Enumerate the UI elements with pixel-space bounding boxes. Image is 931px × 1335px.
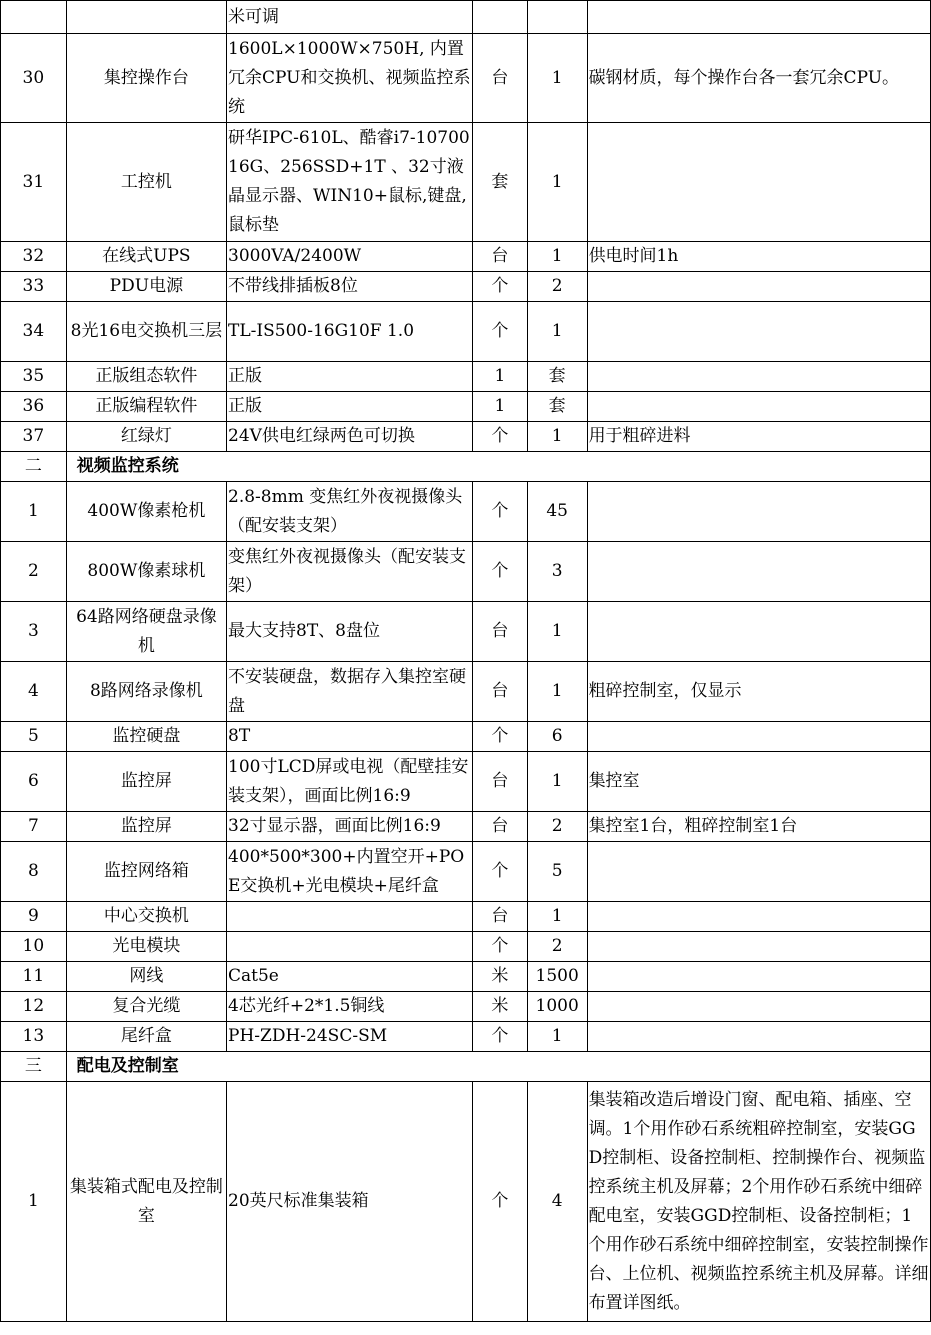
cell-unit: 个 bbox=[472, 932, 527, 962]
cell-number: 5 bbox=[1, 722, 67, 752]
cell-quantity: 1 bbox=[527, 902, 587, 932]
cell-quantity: 1 bbox=[527, 752, 587, 812]
cell-unit: 个 bbox=[472, 482, 527, 542]
table-row bbox=[1, 992, 931, 1022]
cell-spec: 不安装硬盘，数据存入集控室硬盘 bbox=[227, 662, 473, 722]
cell-name: 集装箱式配电及控制室 bbox=[66, 1082, 226, 1322]
cell-quantity: 1000 bbox=[527, 992, 587, 1022]
cell-spec: 最大支持8T、8盘位 bbox=[227, 602, 473, 662]
cell-spec: 变焦红外夜视摄像头（配安装支架） bbox=[227, 542, 473, 602]
table-row bbox=[1, 752, 931, 812]
cell-number: 32 bbox=[1, 242, 67, 272]
cell-name: 中心交换机 bbox=[66, 902, 226, 932]
cell-number: 35 bbox=[1, 362, 67, 392]
cell-unit: 个 bbox=[472, 302, 527, 362]
cell-name: 工控机 bbox=[66, 123, 226, 242]
cell-name: 正版组态软件 bbox=[66, 362, 226, 392]
table-row bbox=[1, 123, 931, 242]
cell-spec: 400*500*300+内置空开+POE交换机+光电模块+尾纤盒 bbox=[227, 842, 473, 902]
cell-quantity: 1 bbox=[527, 602, 587, 662]
cell-remark: 用于粗碎进料 bbox=[587, 422, 930, 452]
cell-remark bbox=[587, 992, 930, 1022]
cell-unit: 台 bbox=[472, 812, 527, 842]
cell-unit: 台 bbox=[472, 662, 527, 722]
cell-unit: 台 bbox=[472, 602, 527, 662]
cell-number: 30 bbox=[1, 34, 67, 123]
cell-spec: 3000VA/2400W bbox=[227, 242, 473, 272]
cell-unit: 个 bbox=[472, 1022, 527, 1052]
cell-quantity: 4 bbox=[527, 1082, 587, 1322]
cell-number: 13 bbox=[1, 1022, 67, 1052]
table-row bbox=[1, 1, 931, 34]
cell-number: 12 bbox=[1, 992, 67, 1022]
cell-quantity: 1 bbox=[527, 1022, 587, 1052]
cell-spec: 24V供电红绿两色可切换 bbox=[227, 422, 473, 452]
cell-name: 800W像素球机 bbox=[66, 542, 226, 602]
table-row bbox=[1, 482, 931, 542]
table-row bbox=[1, 392, 931, 422]
cell-spec: 研华IPC-610L、酷睿i7-10700 16G、256SSD+1T 、32寸液晶显示器、WIN10+鼠标,键盘,鼠标垫 bbox=[227, 123, 473, 242]
cell-unit: 个 bbox=[472, 272, 527, 302]
cell-quantity: 2 bbox=[527, 812, 587, 842]
cell-unit: 米 bbox=[472, 992, 527, 1022]
cell-unit: 个 bbox=[472, 842, 527, 902]
section-number: 二 bbox=[1, 452, 67, 482]
table-row bbox=[1, 932, 931, 962]
cell-remark: 供电时间1h bbox=[587, 242, 930, 272]
cell-name: PDU电源 bbox=[66, 272, 226, 302]
table-row bbox=[1, 962, 931, 992]
cell-remark bbox=[587, 1022, 930, 1052]
section-title: 配电及控制室 bbox=[66, 1052, 930, 1082]
cell-number: 36 bbox=[1, 392, 67, 422]
cell-unit: 个 bbox=[472, 422, 527, 452]
cell-unit: 台 bbox=[472, 34, 527, 123]
cell-remark bbox=[587, 542, 930, 602]
cell-name: 尾纤盒 bbox=[66, 1022, 226, 1052]
cell-number: 33 bbox=[1, 272, 67, 302]
table-row bbox=[1, 662, 931, 722]
cell-unit: 个 bbox=[472, 542, 527, 602]
cell-unit: 1 bbox=[472, 362, 527, 392]
cell-remark: 碳钢材质，每个操作台各一套冗余CPU。 bbox=[587, 34, 930, 123]
table-row bbox=[1, 1022, 931, 1052]
cell-spec: TL-IS500-16G10F 1.0 bbox=[227, 302, 473, 362]
cell-remark: 集控室 bbox=[587, 752, 930, 812]
cell-quantity: 45 bbox=[527, 482, 587, 542]
cell-spec: 100寸LCD屏或电视（配壁挂安装支架），画面比例16:9 bbox=[227, 752, 473, 812]
cell-name: 64路网络硬盘录像机 bbox=[66, 602, 226, 662]
table-row bbox=[1, 272, 931, 302]
cell-number: 4 bbox=[1, 662, 67, 722]
cell-unit: 台 bbox=[472, 242, 527, 272]
cell-spec: 1600L×1000W×750H, 内置冗余CPU和交换机、视频监控系统 bbox=[227, 34, 473, 123]
section-row bbox=[1, 452, 931, 482]
cell-number bbox=[1, 1, 67, 34]
cell-remark bbox=[587, 302, 930, 362]
cell-number: 1 bbox=[1, 1082, 67, 1322]
cell-number: 37 bbox=[1, 422, 67, 452]
cell-number: 9 bbox=[1, 902, 67, 932]
table-row bbox=[1, 1082, 931, 1322]
cell-number: 7 bbox=[1, 812, 67, 842]
section-title: 视频监控系统 bbox=[66, 452, 930, 482]
cell-quantity: 1 bbox=[527, 302, 587, 362]
table-row bbox=[1, 362, 931, 392]
cell-spec: 正版 bbox=[227, 392, 473, 422]
cell-spec: 正版 bbox=[227, 362, 473, 392]
cell-quantity: 1 bbox=[527, 242, 587, 272]
cell-remark bbox=[587, 722, 930, 752]
equipment-table-body bbox=[1, 1, 931, 1322]
cell-name: 监控硬盘 bbox=[66, 722, 226, 752]
cell-quantity: 套 bbox=[527, 362, 587, 392]
cell-remark bbox=[587, 123, 930, 242]
cell-remark bbox=[587, 902, 930, 932]
cell-quantity bbox=[527, 1, 587, 34]
section-row bbox=[1, 1052, 931, 1082]
cell-quantity: 1 bbox=[527, 662, 587, 722]
cell-unit: 米 bbox=[472, 962, 527, 992]
cell-quantity: 1 bbox=[527, 34, 587, 123]
cell-spec bbox=[227, 932, 473, 962]
table-row bbox=[1, 34, 931, 123]
cell-spec bbox=[227, 902, 473, 932]
cell-unit bbox=[472, 1, 527, 34]
table-row bbox=[1, 422, 931, 452]
cell-name: 网线 bbox=[66, 962, 226, 992]
cell-number: 2 bbox=[1, 542, 67, 602]
cell-spec: 4芯光纤+2*1.5铜线 bbox=[227, 992, 473, 1022]
cell-unit: 台 bbox=[472, 752, 527, 812]
table-row bbox=[1, 542, 931, 602]
cell-number: 8 bbox=[1, 842, 67, 902]
cell-name: 光电模块 bbox=[66, 932, 226, 962]
table-row bbox=[1, 602, 931, 662]
cell-name: 8路网络录像机 bbox=[66, 662, 226, 722]
cell-name: 复合光缆 bbox=[66, 992, 226, 1022]
cell-spec: PH-ZDH-24SC-SM bbox=[227, 1022, 473, 1052]
table-row bbox=[1, 902, 931, 932]
cell-number: 11 bbox=[1, 962, 67, 992]
cell-quantity: 6 bbox=[527, 722, 587, 752]
cell-quantity: 1500 bbox=[527, 962, 587, 992]
cell-unit: 台 bbox=[472, 902, 527, 932]
cell-remark: 集装箱改造后增设门窗、配电箱、插座、空调。1个用作砂石系统粗碎控制室，安装GGD控制柜、设备控制柜、控制操作台、视频监控系统主机及屏幕；2个用作砂石系统中细碎配电室，安装GGD控制柜、设备控制柜；1个用作砂石系统中细碎控制室，安装控制操作台、上位机、视频监控系统主机及屏幕。详细布置详图纸。 bbox=[587, 1082, 930, 1322]
cell-number: 3 bbox=[1, 602, 67, 662]
cell-quantity: 1 bbox=[527, 123, 587, 242]
cell-number: 1 bbox=[1, 482, 67, 542]
cell-unit: 个 bbox=[472, 722, 527, 752]
table-row bbox=[1, 722, 931, 752]
cell-name: 监控屏 bbox=[66, 812, 226, 842]
cell-name: 8光16电交换机三层 bbox=[66, 302, 226, 362]
cell-number: 10 bbox=[1, 932, 67, 962]
cell-name: 监控网络箱 bbox=[66, 842, 226, 902]
cell-number: 6 bbox=[1, 752, 67, 812]
cell-spec: 20英尺标准集装箱 bbox=[227, 1082, 473, 1322]
cell-unit: 个 bbox=[472, 1082, 527, 1322]
cell-quantity: 2 bbox=[527, 272, 587, 302]
cell-name bbox=[66, 1, 226, 34]
cell-remark bbox=[587, 362, 930, 392]
cell-quantity: 1 bbox=[527, 422, 587, 452]
cell-name: 集控操作台 bbox=[66, 34, 226, 123]
table-row bbox=[1, 842, 931, 902]
cell-name: 在线式UPS bbox=[66, 242, 226, 272]
cell-spec: 8T bbox=[227, 722, 473, 752]
cell-unit: 套 bbox=[472, 123, 527, 242]
cell-remark bbox=[587, 482, 930, 542]
cell-remark bbox=[587, 1, 930, 34]
cell-remark bbox=[587, 932, 930, 962]
table-row bbox=[1, 812, 931, 842]
cell-quantity: 2 bbox=[527, 932, 587, 962]
cell-name: 监控屏 bbox=[66, 752, 226, 812]
cell-remark bbox=[587, 272, 930, 302]
cell-number: 34 bbox=[1, 302, 67, 362]
section-number: 三 bbox=[1, 1052, 67, 1082]
cell-spec: 米可调 bbox=[227, 1, 473, 34]
cell-remark bbox=[587, 602, 930, 662]
cell-name: 400W像素枪机 bbox=[66, 482, 226, 542]
cell-unit: 1 bbox=[472, 392, 527, 422]
cell-name: 正版编程软件 bbox=[66, 392, 226, 422]
cell-spec: Cat5e bbox=[227, 962, 473, 992]
cell-number: 31 bbox=[1, 123, 67, 242]
cell-name: 红绿灯 bbox=[66, 422, 226, 452]
cell-quantity: 3 bbox=[527, 542, 587, 602]
cell-remark bbox=[587, 842, 930, 902]
table-row bbox=[1, 302, 931, 362]
cell-quantity: 套 bbox=[527, 392, 587, 422]
cell-spec: 2.8-8mm 变焦红外夜视摄像头（配安装支架） bbox=[227, 482, 473, 542]
cell-remark bbox=[587, 392, 930, 422]
cell-remark: 粗碎控制室，仅显示 bbox=[587, 662, 930, 722]
cell-remark bbox=[587, 962, 930, 992]
cell-remark: 集控室1台，粗碎控制室1台 bbox=[587, 812, 930, 842]
cell-quantity: 5 bbox=[527, 842, 587, 902]
table-row bbox=[1, 242, 931, 272]
cell-spec: 32寸显示器，画面比例16:9 bbox=[227, 812, 473, 842]
cell-spec: 不带线排插板8位 bbox=[227, 272, 473, 302]
